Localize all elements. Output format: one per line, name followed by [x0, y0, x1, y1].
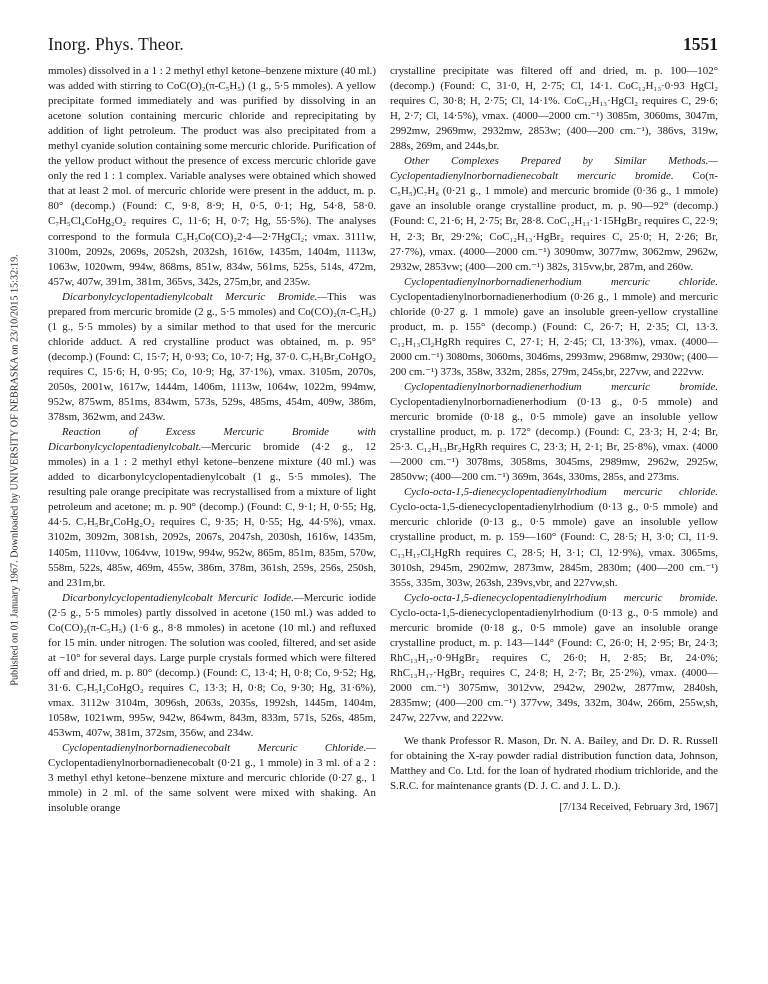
download-notice	[8, 60, 22, 880]
download-notice-text: Published on 01 January 1967. Downloaded by UNIVERSITY OF NEBRASKA on 23/10/2015 15:32:19.	[9, 254, 21, 686]
section-heading: Other Complexes Prepared by Similar Methods.—Cyclopentadienylnorbornadienecobalt mercuric bromide.	[390, 155, 718, 183]
section-other-complexes: Other Complexes Prepared by Similar Methods.—Cyclopentadienylnorbornadienecobalt mercuric bromide. Co(π-C₅H₅)C₇H₈ (0·21 g., 1 mmole) and mercuric bromide (0·36 g., 1 mmole) gave an insoluble orange crystalline product, m. p. 90—92° (decomp.) (Found: C, 21·6; H, 2·75; Br, 28·8. CoC₁₂H₁₃·1·15HgBr₂ requires C, 22·9; H, 2·3; Br, 29·2%; CoC₁₂H₁₃·HgBr₂ requires C, 25·0; H, 2·26; Br, 27·7%), νmax. (4000—2000 cm.⁻¹) 3090mw, 3077mw, 3062mw, 2962w, 2932w, 2853vw; (400—200 cm.⁻¹) 382s, 315vw,br, 287m, and 260w.	[390, 155, 718, 273]
section-dicarbonyl-iodide: Dicarbonylcyclopentadienylcobalt Mercuric Iodide.—Mercuric iodide (2·5 g., 5·5 mmoles) partly dissolved in acetone (150 ml.) was added to Co(CO)₂(π-C₅H₅) (1·6 g., 8·8 mmoles) in acetone (10 ml.) and refluxed for 15 min. under nitrogen. The solution was cooled, filtered, and set aside at −10° for several days. Large purple crystals formed which were filtered off and dried, m. p. 80° (decomp.) (Found: C, 13·4; H, 0·8; Co, 9·52; Hg, 31·6. C₇H₅I₂CoHgO₂ requires C, 13·3; H, 0·8; Co, 9·30; Hg, 31·6%), νmax. 3112w 3104m, 3096sh, 2063s, 2035s, 1992sh, 1445m, 1404m, 1058w, 1021wm, 995w, 942w, 864wm, 843m, 833m, 571s, 526s, 485m, 453wm, 407w, 381m, 372sm, 356w, and 234w.	[48, 591, 376, 740]
left-column	[48, 64, 376, 816]
running-header	[48, 34, 718, 60]
acknowledgement: We thank Professor R. Mason, Dr. N. A. Bailey, and Dr. D. R. Russell for obtaining the X-ray powder radial distribution function data, Johnson, Matthey and Co. Ltd. for the loan of hydrated rhodium trichloride, and the S.R.C. for maintenance grants (D. J. C. and J. L. D.).	[390, 735, 718, 793]
section-heading: Cyclopentadienylnorbornadienecobalt Mercuric Chloride.—	[62, 742, 376, 755]
continuation-paragraph: crystalline precipitate was filtered off and dried, m. p. 100—102° (decomp.) (Found: C, 31·0, H, 2·75; Cl, 14·1. CoC₁₂H₁₃·0·93 HgCl₂ requires C, 30·8; H, 2·75; Cl, 14·1%. CoC₁₂H₁₃·HgCl₂ requires C, 29·6; H, 2·7; Cl, 14·5%), νmax. (4000—2000 cm.⁻¹) 3085m, 3060ms, 3047m, 2992mw, 2969mw, 2932mw, 2853w; (400—200 cm.⁻¹), 386vs, 319w, 288s, 269m, and 244s,br.	[390, 65, 718, 153]
section-heading: Cyclo-octa-1,5-dienecyclopentadienylrhodium mercuric chloride.	[404, 486, 718, 499]
section-heading: Dicarbonylcyclopentadienylcobalt Mercuric Iodide.—	[62, 591, 304, 604]
section-heading: Cyclo-octa-1,5-dienecyclopentadienylrhodium mercuric bromide.	[404, 591, 718, 604]
section-norbornadiene-cobalt-chloride: Cyclopentadienylnorbornadienecobalt Mercuric Chloride.—Cyclopentadienylnorbornadienecobalt (0·21 g., 1 mmole) in 3 ml. of a 2 : 3 methyl ethyl ketone–benzene mixture and mercuric chloride (0·27 g., 1 mmole) in 2 ml. of the same solvent were mixed with shaking. An insoluble orange	[48, 742, 376, 815]
page-number: 1551	[683, 34, 718, 54]
continuation-paragraph: mmoles) dissolved in a 1 : 2 methyl ethyl ketone–benzene mixture (40 ml.) was added with stirring to CoC(O)₂(π-C₅H₅) (1 g., 5·5 mmoles). A yellow precipitate formed immediately and was purified by dissolving in an acetone solution containing mercuric chloride and reprecipitating by addition of light petroleum. The product was also precipitated from a methyl cyanide solution containing some mercuric chloride. Purification of the yellow product without the presence of excess mercuric chloride gave only the red 1 : 1 complex. Variable analyses were obtained which showed that at least 2 mol. of mercuric chloride were present in the adduct, m. p. 80° (decomp.) (Found: C, 9·8, 8·9; H, 0·5, 0·1; Hg, 54·8, 58·0. C₇H₅Cl₄CoHg₂O₂ requires C, 11·6; H, 0·7; Hg, 55·5%). The analyses correspond to the formula C₅H₅Co(CO)₂2·4—2·7HgCl₂; νmax. 3111w, 3100m, 2092s, 2069s, 2052sh, 2032sh, 1616w, 1435m, 1404m, 1113w, 1063w, 1020wm, 994w, 868ms, 851w, 834w, 561ms, 525s, 514s, 472m, 457w, 407w, 391m, 381m, 365vs, 342s, 275m,br, and 235w.	[48, 65, 376, 288]
section-cod-rhodium-bromide: Cyclo-octa-1,5-dienecyclopentadienylrhodium mercuric bromide. Cyclo-octa-1,5-dienecyclopentadienylrhodium (0·13 g., 0·5 mmole) and mercuric bromide (0·18 g., 0·5 mmole) gave an insoluble orange crystalline product, m. p. 143—144° (Found: C, 26·0; H, 2·95; Br, 24·3; RhC₁₃H₁₇·0·9HgBr₂ requires C, 26·0; H, 2·85; Br, 24·0%; RhC₁₃H₁₇·HgBr₂ requires C, 24·8; H, 2·7; Br, 25·2%), νmax. (4000—2000 cm.⁻¹) 3075mw, 3012vw, 2942w, 2902w, 2877mw, 2840sh, 2835mw; (400—200 cm.⁻¹) 377vw, 349s, 332m, 304w, 266m, 255w,sh, 247w, 227vw, and 222vw.	[390, 591, 718, 725]
section-heading: Cyclopentadienylnorbornadienerhodium mercuric bromide.	[404, 380, 718, 393]
section-heading: Reaction of Excess Mercuric Bromide with Dicarbonylcyclopentadienylcobalt.—	[48, 426, 376, 454]
journal-title: Inorg. Phys. Theor.	[48, 34, 184, 54]
section-rhodium-bromide: Cyclopentadienylnorbornadienerhodium mercuric bromide. Cyclopentadienylnorbornadienerhodium (0·13 g., 0·5 mmole) and mercuric bromide (0·18 g., 0·5 mmole) gave an insoluble yellow crystalline product, m. p. 172° (decomp.) (Found: C, 23·3; H, 2·4; Br, 25·3. C₁₂H₁₃Br₂HgRh requires C, 23·3; H, 2·1; Br, 25·8%), νmax. (4000—2000 cm.⁻¹) 3078ms, 3058ms, 3045ms, 2989mw, 2962w, 2925w, 2850vw; (400—200 cm.⁻¹) 369m, 364s, 330ms, 285s, and 273ms.	[390, 380, 718, 484]
received-date: [7/134 Received, February 3rd, 1967]	[559, 802, 718, 814]
section-rhodium-chloride: Cyclopentadienylnorbornadienerhodium mercuric chloride. Cyclopentadienylnorbornadienerhodium (0·26 g., 1 mmole) and mercuric chloride (0·27 g. 1 mmole) gave an insoluble green-yellow crystalline product, m. p. 155° (decomp.) (Found: C, 26·7; H, 2·35; Cl, 13·3. C₁₂H₁₃Cl₂HgRh requires C, 27·1; H, 2·45; Cl, 13·3%), νmax. (4000—2000 cm.⁻¹) 3080ms, 3060ms, 3046ms, 2993mw, 2968mw, 2930w; (400—200 cm.⁻¹) 373s, 358w, 332m, 285s, 279m, 245s,br, 227vw, and 222vw.	[390, 275, 718, 378]
section-heading: Dicarbonylcyclopentadienylcobalt Mercuric Bromide.—	[62, 290, 328, 303]
section-excess-bromide: Reaction of Excess Mercuric Bromide with Dicarbonylcyclopentadienylcobalt.—Mercuric bromide (4·2 g., 12 mmoles) in a 1 : 2 methyl ethyl ketone–benzene mixture (40 ml.) was added to dicarbonylcyclopentadienylcobalt (1 g., 5·5 mmoles). The resulting pale orange precipitate was recrystallised from a mixture of light petroleum and acetone; m. p. 90° (decomp.) (Found: C, 9·1; H, 0·55; Hg, 44·5. C₇H₅Br₄CoHg₂O₂ requires C, 9·35; H, 0·55; Hg, 44·5%), νmax. 3102m, 3092m, 3081sh, 2092s, 2067s, 2047sh, 2030sh, 1616w, 1435m, 1405m, 1110vw, 1064vw, 1019w, 994w, 952w, 865m, 851m, 835m, 570w, 558m, 522s, 485w, 469m, 455w, 386m, 378m, 361sh, 259s, 256s, 250sh, and 231m,br.	[48, 426, 376, 589]
section-cod-rhodium-chloride: Cyclo-octa-1,5-dienecyclopentadienylrhodium mercuric chloride. Cyclo-octa-1,5-dienecyclopentadienylrhodium (0·13 g., 0·5 mmole) and mercuric chloride (0·13 g., 0·5 mmole) gave an insoluble yellow crystalline product, m. p. 159—160° (Found: C, 28·5; H, 3·0; Cl, 11·9. C₁₃H₁₇Cl₂HgRh requires C, 28·5; H, 3·1; Cl, 12·9%), νmax. 3065ms, 3010sh, 2945m, 2902mw, 2873mw, 2845m, 2830m; (400—200 cm.⁻¹) 355s, 335m, 303w, 263sh, 239vs,vbr, and 227vw,sh.	[390, 486, 718, 589]
section-heading: Cyclopentadienylnorbornadienerhodium mercuric chloride.	[404, 275, 718, 288]
right-column	[390, 64, 718, 815]
section-dicarbonyl-bromide: Dicarbonylcyclopentadienylcobalt Mercuric Bromide.—This was prepared from mercuric bromide (2 g., 5·5 mmoles) and Co(CO)₂(π-C₅H₅) (1 g., 5·5 mmoles) by a similar method to that used for the mercuric chloride adduct. A red crystalline product was obtained, m. p. 95° (decomp.) (Found: C, 15·7; H, 0·93; Co, 10·7; Hg, 37·0. C₇H₅Br₂CoHgO₂ requires C, 15·6; H, 0·95; Co, 10·9; Hg, 37·1%), νmax. 3105m, 2070s, 2050s, 2001w, 1617w, 1444m, 1406m, 1113w, 1064w, 1022m, 994mw, 952w, 875wm, 851ms, 834wm, 573s, 529s, 485ms, 454m, 409w, 386m, 378sm, 362wm, and 243w.	[48, 290, 376, 424]
